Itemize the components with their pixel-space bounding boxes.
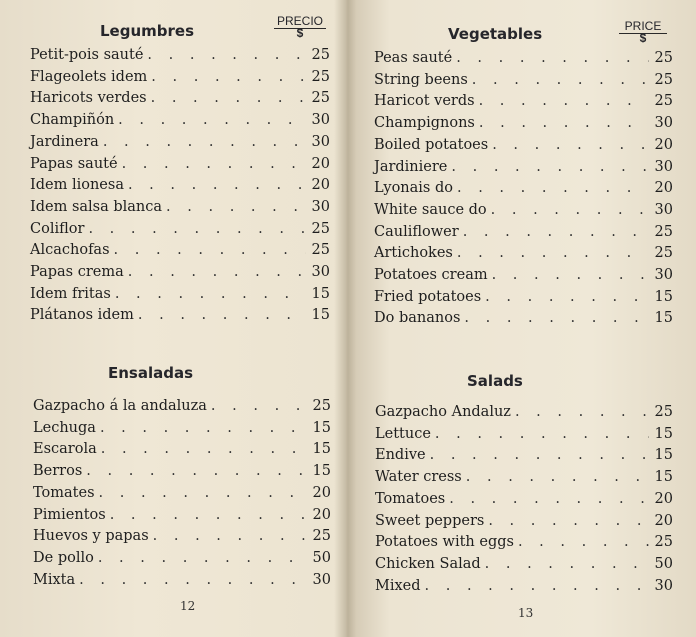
- dot-leader: [492, 135, 649, 156]
- menu-row: [375, 576, 673, 597]
- menu-row: [374, 308, 673, 329]
- menu-row: [374, 48, 673, 69]
- dish-name: Mixta: [33, 571, 76, 588]
- dish-name: Pimientos: [33, 506, 106, 523]
- dish-name: De pollo: [33, 549, 94, 566]
- dish-price: 20: [312, 506, 331, 523]
- dish-name: Flageolets idem: [30, 68, 148, 85]
- dish-name: Idem fritas: [30, 285, 111, 302]
- dot-leader: [138, 305, 306, 326]
- price-header-symbol: $: [639, 31, 647, 45]
- menu-row: [30, 197, 330, 218]
- menu-row: [30, 305, 330, 326]
- menu-row: [33, 418, 331, 439]
- dot-leader: [114, 240, 306, 261]
- dish-price: 30: [311, 133, 330, 150]
- dot-leader: [435, 424, 649, 445]
- dish-price: 20: [654, 136, 673, 153]
- dish-name: Papas sauté: [30, 155, 118, 172]
- menu-row: [30, 284, 330, 305]
- dish-price: 30: [654, 267, 673, 283]
- price-header-symbol: $: [296, 26, 304, 40]
- dish-name: Gazpacho Andaluz: [375, 404, 511, 420]
- dish-name: Potatoes cream: [374, 267, 488, 283]
- dot-leader: [101, 439, 307, 460]
- dot-leader: [488, 511, 649, 532]
- dish-price: 15: [312, 463, 331, 480]
- dot-leader: [491, 200, 649, 221]
- dish-price: 30: [654, 201, 673, 218]
- dot-leader: [122, 154, 306, 175]
- dish-name: Berros: [33, 463, 83, 480]
- menu-row: [374, 157, 673, 178]
- dish-price: 25: [654, 50, 673, 66]
- menu-row: [375, 445, 673, 466]
- dot-leader: [466, 467, 649, 488]
- menu-row: [30, 175, 330, 196]
- price-header-en: [619, 20, 667, 44]
- dish-name: Do bananos: [374, 310, 461, 327]
- menu-row: [30, 88, 330, 109]
- dot-leader: [147, 45, 306, 66]
- dish-price: 25: [312, 528, 331, 545]
- dot-leader: [211, 396, 307, 417]
- dish-price: 25: [654, 93, 673, 110]
- menu-row: [375, 424, 673, 445]
- menu-row: [30, 110, 330, 131]
- right-page: [351, 0, 696, 637]
- price-header-word: PRECIO: [276, 14, 323, 28]
- dish-price: 30: [311, 112, 330, 129]
- dish-name: Haricots verdes: [30, 90, 147, 107]
- menu-row: [33, 570, 331, 591]
- dot-leader: [118, 110, 306, 131]
- menu-row: [33, 461, 331, 482]
- menu-row: [33, 526, 331, 547]
- dish-name: Lettuce: [375, 425, 431, 442]
- salads-title-es: Ensaladas: [108, 364, 194, 382]
- dot-leader: [115, 284, 306, 305]
- menu-row: [375, 511, 673, 532]
- dot-leader: [153, 526, 307, 547]
- dish-price: 50: [654, 555, 673, 572]
- dot-leader: [110, 505, 307, 526]
- dot-leader: [456, 48, 649, 69]
- dish-name: Alcachofas: [30, 242, 110, 259]
- dish-name: Petit-pois sauté: [30, 47, 144, 63]
- menu-row: [375, 489, 673, 510]
- dish-name: String beens: [374, 71, 468, 88]
- dot-leader: [479, 113, 649, 134]
- dish-name: Boiled potatoes: [374, 136, 489, 153]
- dot-leader: [166, 197, 306, 218]
- dot-leader: [128, 175, 306, 196]
- dot-leader: [151, 88, 306, 109]
- dot-leader: [451, 157, 649, 178]
- menu-row: [33, 505, 331, 526]
- menu-row: [374, 200, 673, 221]
- dish-price: 25: [654, 71, 673, 88]
- dot-leader: [425, 576, 649, 597]
- page-number-left: 12: [180, 599, 196, 613]
- dot-leader: [98, 548, 307, 569]
- dish-name: Idem lionesa: [30, 177, 124, 194]
- menu-row: [374, 70, 673, 91]
- dish-price: 20: [654, 490, 673, 507]
- dish-name: Gazpacho á la andaluza: [33, 398, 207, 414]
- dot-leader: [515, 402, 649, 423]
- dish-name: Artichokes: [374, 245, 453, 262]
- dish-name: Champiñón: [30, 112, 115, 129]
- menu-row: [374, 91, 673, 112]
- dish-price: 50: [312, 549, 331, 566]
- menu-row: [33, 396, 331, 417]
- dish-price: 25: [654, 223, 673, 240]
- dish-price: 15: [311, 285, 330, 302]
- dish-price: 30: [654, 577, 673, 594]
- salads-list-es: [33, 396, 331, 596]
- dish-price: 25: [311, 90, 330, 107]
- dot-leader: [79, 570, 307, 591]
- dish-price: 15: [311, 307, 330, 324]
- dish-name: Lyonais do: [374, 180, 453, 197]
- dish-name: Jardinera: [30, 133, 99, 150]
- dot-leader: [485, 287, 649, 308]
- menu-row: [374, 287, 673, 308]
- menu-row: [374, 113, 673, 134]
- dish-name: Champignons: [374, 115, 475, 132]
- dot-leader: [430, 445, 649, 466]
- menu-row: [375, 532, 673, 553]
- dish-name: Chicken Salad: [375, 555, 481, 572]
- dish-name: Fried potatoes: [374, 288, 482, 305]
- dish-price: 20: [311, 155, 330, 172]
- menu-row: [33, 548, 331, 569]
- dish-price: 15: [654, 469, 673, 486]
- dish-price: 20: [654, 512, 673, 529]
- dish-name: Lechuga: [33, 419, 96, 436]
- dish-name: Plátanos idem: [30, 307, 134, 324]
- dot-leader: [151, 67, 306, 88]
- dish-price: 25: [311, 242, 330, 259]
- dot-leader: [457, 243, 649, 264]
- dish-price: 25: [311, 68, 330, 85]
- salads-list-en: [375, 402, 673, 602]
- dish-name: Escarola: [33, 441, 97, 458]
- dot-leader: [88, 219, 306, 240]
- menu-row: [374, 222, 673, 243]
- menu-row: [30, 262, 330, 283]
- dish-name: Tomatoes: [375, 490, 446, 507]
- dot-leader: [457, 178, 649, 199]
- dish-price: 15: [654, 310, 673, 327]
- dot-leader: [492, 265, 649, 286]
- dish-price: 15: [654, 288, 673, 305]
- menu-row: [30, 67, 330, 88]
- dish-price: 25: [654, 404, 673, 420]
- dot-leader: [86, 461, 307, 482]
- dot-leader: [449, 489, 649, 510]
- dot-leader: [463, 222, 649, 243]
- vegetables-list-en: [374, 48, 673, 328]
- dish-name: Peas sauté: [374, 50, 453, 66]
- dish-name: Sweet peppers: [375, 512, 485, 529]
- dish-price: 20: [311, 177, 330, 194]
- dish-price: 25: [654, 245, 673, 262]
- left-page: [0, 0, 345, 637]
- menu-row: [374, 265, 673, 286]
- dish-price: 20: [654, 180, 673, 197]
- salads-title-en: Salads: [467, 372, 523, 390]
- dish-price: 25: [312, 398, 331, 414]
- menu-row: [375, 554, 673, 575]
- dot-leader: [518, 532, 649, 553]
- dot-leader: [472, 70, 649, 91]
- menu-row: [30, 45, 330, 66]
- dish-name: Potatoes with eggs: [375, 534, 514, 551]
- menu-row: [30, 132, 330, 153]
- vegetables-list-es: [30, 45, 330, 325]
- dish-name: White sauce do: [374, 201, 487, 218]
- dish-price: 25: [654, 534, 673, 551]
- menu-row: [33, 483, 331, 504]
- dish-name: Tomates: [33, 484, 95, 501]
- price-header-es: [274, 15, 326, 39]
- menu-row: [375, 467, 673, 488]
- menu-row: [33, 439, 331, 460]
- dot-leader: [464, 308, 649, 329]
- dish-price: 15: [312, 419, 331, 436]
- dot-leader: [128, 262, 306, 283]
- dish-price: 30: [311, 264, 330, 280]
- dish-name: Huevos y papas: [33, 528, 149, 545]
- menu-row: [30, 240, 330, 261]
- dish-price: 30: [311, 198, 330, 215]
- menu-row: [374, 178, 673, 199]
- dot-leader: [103, 132, 306, 153]
- page-number-right: 13: [518, 606, 534, 620]
- dot-leader: [99, 483, 307, 504]
- menu-row: [374, 243, 673, 264]
- menu-row: [374, 135, 673, 156]
- dish-price: 25: [311, 47, 330, 63]
- dish-price: 30: [654, 115, 673, 132]
- dish-name: Idem salsa blanca: [30, 198, 163, 215]
- price-header-word: PRICE: [624, 19, 662, 33]
- dish-price: 15: [654, 447, 673, 464]
- dot-leader: [479, 91, 649, 112]
- dish-name: Jardiniere: [374, 158, 448, 175]
- dish-name: Coliflor: [30, 220, 85, 237]
- dish-name: Papas crema: [30, 264, 124, 280]
- vegetables-title-en: Vegetables: [448, 25, 543, 43]
- dish-name: Haricot verds: [374, 93, 475, 110]
- dish-name: Cauliflower: [374, 223, 459, 240]
- vegetables-title-es: Legumbres: [100, 22, 195, 40]
- dot-leader: [485, 554, 649, 575]
- dish-price: 15: [654, 425, 673, 442]
- dish-price: 30: [654, 158, 673, 175]
- dish-name: Mixed: [375, 577, 421, 594]
- dish-name: Water cress: [375, 469, 462, 486]
- dish-price: 25: [311, 220, 330, 237]
- dish-name: Endive: [375, 447, 426, 464]
- menu-row: [375, 402, 673, 423]
- menu-row: [30, 219, 330, 240]
- dish-price: 30: [312, 571, 331, 588]
- dish-price: 15: [312, 441, 331, 458]
- menu-row: [30, 154, 330, 175]
- dot-leader: [100, 418, 307, 439]
- dish-price: 20: [312, 484, 331, 501]
